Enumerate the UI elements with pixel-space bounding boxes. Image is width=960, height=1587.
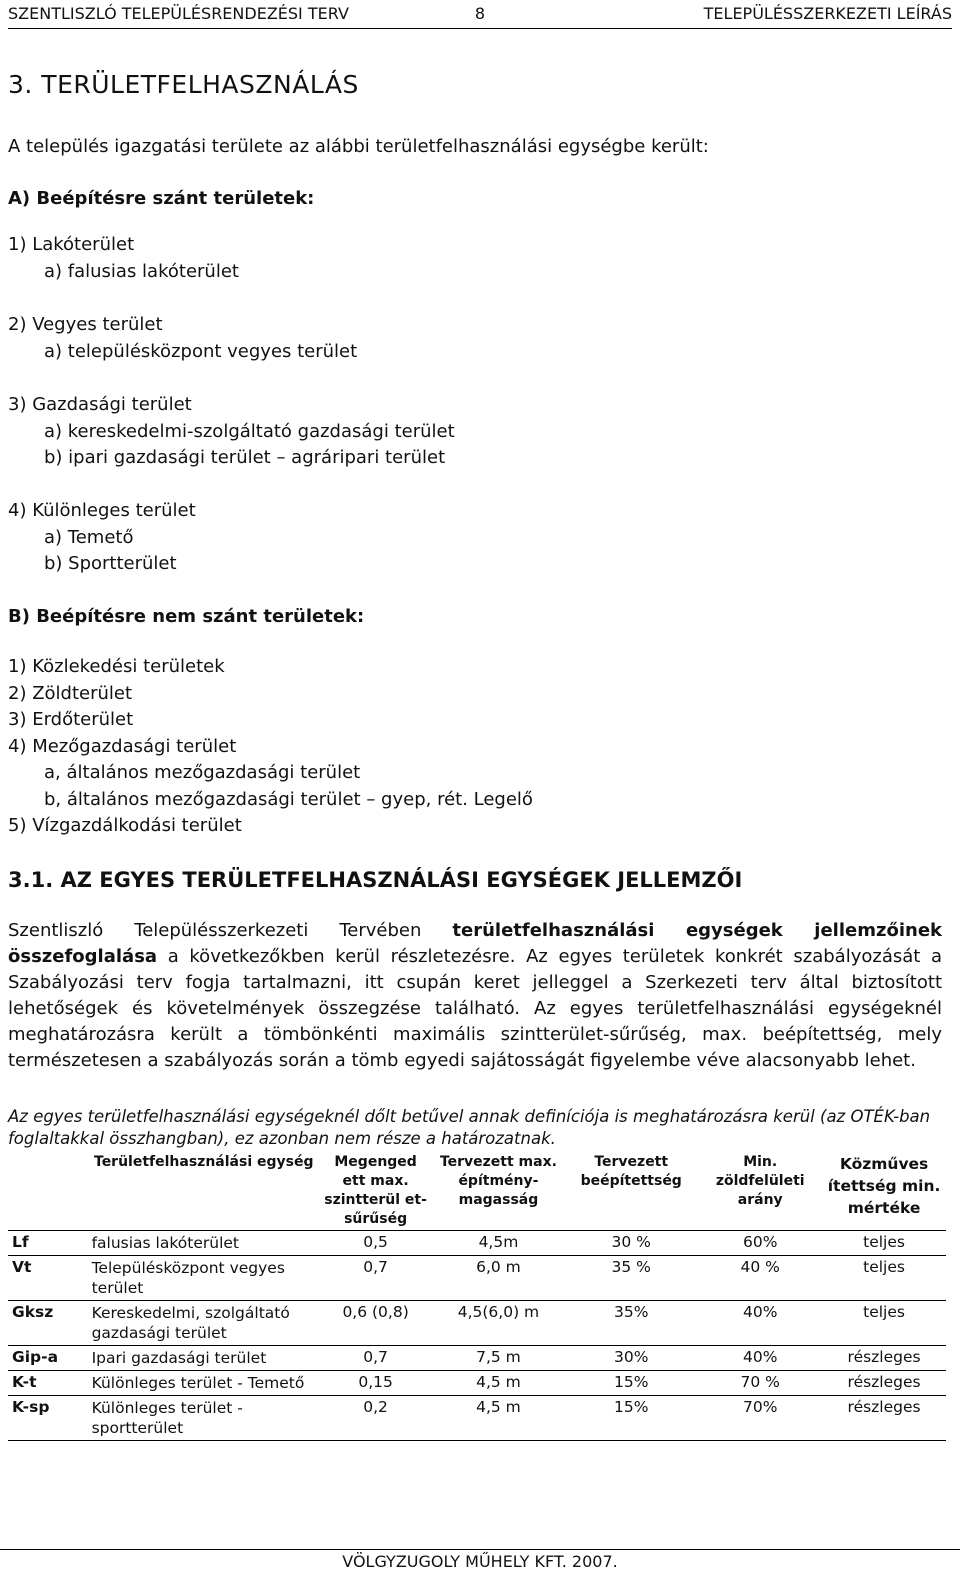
- section-a-group-1: [8, 232, 239, 285]
- list-item: b) ipari gazdasági terület – agráripari terület: [44, 447, 446, 468]
- cell-built: 30 %: [611, 1233, 651, 1251]
- table-row: [8, 1371, 946, 1396]
- page-footer: [0, 1549, 960, 1570]
- header-cell-green: Min. zöldfelületi arány: [715, 1154, 805, 1208]
- cell-name: falusias lakóterület: [91, 1234, 239, 1252]
- cell-height: 4,5 m: [476, 1373, 521, 1391]
- cell-built: 15%: [613, 1373, 649, 1391]
- cell-name: Különleges terület - sportterület: [91, 1399, 243, 1437]
- cell-name: Különleges terület - Temető: [91, 1374, 305, 1392]
- cell-code: K-sp: [12, 1398, 50, 1416]
- header-left-title: SZENTLISZLÓ TELEPÜLÉSRENDEZÉSI TERV: [8, 4, 349, 23]
- page-header: [8, 4, 952, 29]
- cell-green: 40%: [742, 1348, 778, 1366]
- footer-text: VÖLGYZUGOLY MŰHELY KFT. 2007.: [342, 1552, 618, 1571]
- table-row: [8, 1301, 946, 1346]
- cell-code: Lf: [12, 1233, 29, 1251]
- section-b-list: [8, 654, 533, 840]
- cell-density: 0,6 (0,8): [342, 1303, 409, 1321]
- cell-built: 35 %: [611, 1258, 651, 1276]
- section-a-heading: A) Beépítésre szánt területek:: [8, 188, 315, 209]
- cell-density: 0,7: [363, 1348, 388, 1366]
- cell-code: Vt: [12, 1258, 32, 1276]
- header-right-title: TELEPÜLÉSSZERKEZETI LEÍRÁS: [703, 4, 952, 23]
- section-a-group-4: [8, 498, 196, 578]
- page-number: 8: [474, 4, 486, 23]
- body-text-start: Szentliszló Településszerkezeti Tervében: [8, 920, 453, 941]
- italic-note: Az egyes területfelhasználási egységeknél dőlt betűvel annak definíciója is meghatározásra kerül (az OTÉK-ban foglaltakkal összhangban), ez azonban nem része a határozatnak.: [8, 1107, 931, 1148]
- cell-built: 35%: [613, 1303, 649, 1321]
- list-item: a) településközpont vegyes terület: [44, 340, 358, 362]
- list-item: 2) Vegyes terület: [8, 314, 163, 335]
- header-cell-unit: Területfelhasználási egység: [94, 1154, 314, 1170]
- list-item: a) Temető: [44, 526, 134, 548]
- list-item: 4) Mezőgazdasági terület: [8, 735, 237, 757]
- chapter-title: 3. TERÜLETFELHASZNÁLÁS: [8, 70, 359, 99]
- cell-code: Gksz: [12, 1303, 54, 1321]
- cell-green: 70%: [742, 1398, 778, 1416]
- cell-name: Településközpont vegyes terület: [91, 1259, 285, 1297]
- body-text-end: a következőkben kerül részletezésre. Az egyes területek konkrét szabályozását a Szabályozási terv fogja tartalmazni, itt csupán keret jelleggel a Szerkezeti terv által biztosított lehetőségek és követelmények összegzése található. Az egyes területfelhasználási egységeknél meghatározásra került a tömbönkénti maximális szintterület-sűrűség, max. beépítettség, mely természetesen a szabályozás során a tömb egyedi sajátosságát figyelembe véve alacsonyabb lehet.: [8, 946, 942, 1071]
- list-item: 4) Különleges terület: [8, 500, 196, 521]
- cell-built: 30%: [613, 1348, 649, 1366]
- cell-height: 4,5 m: [476, 1398, 521, 1416]
- cell-height: 6,0 m: [476, 1258, 521, 1276]
- cell-height: 4,5m: [478, 1233, 519, 1251]
- cell-code: Gip-a: [12, 1348, 59, 1366]
- list-item: 3) Erdőterület: [8, 709, 134, 730]
- list-item: a) kereskedelmi-szolgáltató gazdasági terület: [44, 420, 455, 442]
- intro-text: A település igazgatási területe az alábbi területfelhasználási egységbe került:: [8, 136, 709, 157]
- cell-utility: teljes: [863, 1303, 905, 1321]
- section-subtitle: 3.1. AZ EGYES TERÜLETFELHASZNÁLÁSI EGYSÉGEK JELLEMZŐI: [8, 868, 743, 892]
- list-item: b) Sportterület: [44, 553, 177, 574]
- table-row: [8, 1256, 946, 1301]
- list-item: 2) Zöldterület: [8, 682, 133, 704]
- section-b-heading: B) Beépítésre nem szánt területek:: [8, 606, 365, 627]
- cell-density: 0,7: [363, 1258, 388, 1276]
- list-item: 1) Lakóterület: [8, 234, 135, 255]
- cell-name: Kereskedelmi, szolgáltató gazdasági terület: [91, 1304, 290, 1342]
- table-row: [8, 1231, 946, 1256]
- section-a-group-2: [8, 312, 357, 365]
- cell-utility: teljes: [863, 1233, 905, 1251]
- header-cell-utility: Közműves ítettség min. mértéke: [827, 1155, 941, 1217]
- cell-density: 0,2: [363, 1398, 388, 1416]
- body-paragraph: [8, 918, 942, 1074]
- table-row: [8, 1346, 946, 1371]
- list-item: 1) Közlekedési területek: [8, 656, 225, 677]
- cell-height: 7,5 m: [476, 1348, 521, 1366]
- header-cell-built: Tervezett beépítettség: [580, 1154, 682, 1189]
- cell-built: 15%: [613, 1398, 649, 1416]
- land-use-table: [8, 1152, 946, 1441]
- cell-green: 60%: [742, 1233, 778, 1251]
- table-row: [8, 1396, 946, 1441]
- cell-green: 40%: [742, 1303, 778, 1321]
- list-item: a) falusias lakóterület: [44, 260, 239, 282]
- section-a-group-3: [8, 392, 455, 472]
- list-item: a, általános mezőgazdasági terület: [44, 762, 361, 783]
- header-cell-density: Megenged ett max. szintterül et-sűrűség: [324, 1154, 427, 1227]
- cell-utility: teljes: [863, 1258, 905, 1276]
- table-header-row: [8, 1152, 946, 1231]
- cell-density: 0,15: [358, 1373, 393, 1391]
- cell-utility: részleges: [847, 1373, 921, 1391]
- list-item: b, általános mezőgazdasági terület – gyep, rét. Legelő: [44, 788, 533, 810]
- cell-height: 4,5(6,0) m: [457, 1303, 540, 1321]
- list-item: 3) Gazdasági terület: [8, 394, 192, 415]
- cell-utility: részleges: [847, 1348, 921, 1366]
- header-cell-height: Tervezett max. építmény-magasság: [439, 1154, 557, 1208]
- cell-utility: részleges: [847, 1398, 921, 1416]
- list-item: 5) Vízgazdálkodási terület: [8, 815, 242, 836]
- cell-green: 40 %: [740, 1258, 780, 1276]
- cell-code: K-t: [12, 1373, 37, 1391]
- cell-density: 0,5: [363, 1233, 388, 1251]
- body-text-bold: területfelhasználási egységek jellemzőinek összefoglalása: [8, 920, 942, 967]
- cell-green: 70 %: [740, 1373, 780, 1391]
- cell-name: Ipari gazdasági terület: [91, 1349, 267, 1367]
